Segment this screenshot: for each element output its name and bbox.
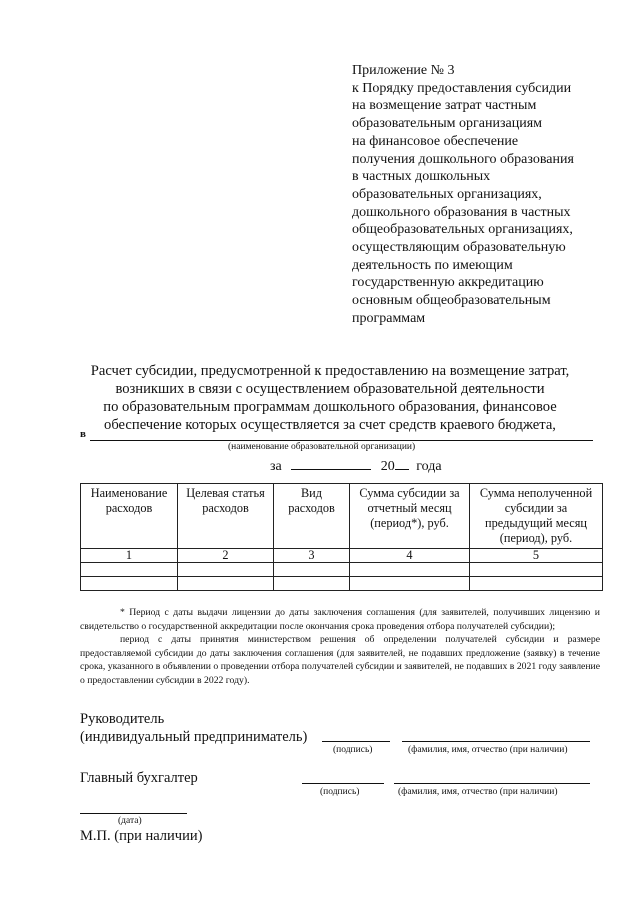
title-line: обеспечение которых осуществляется за счет средств краевого бюджета, [104, 417, 556, 433]
table-cell[interactable] [274, 563, 350, 577]
date-caption: (дата) [118, 816, 142, 826]
appendix-line: Приложение № 3 [352, 63, 455, 78]
appendix-line: получения дошкольного образования [352, 151, 574, 167]
header-subsidy-amount: Сумма субсидии за отчетный месяц (период*), руб. [350, 484, 470, 549]
table-row [81, 577, 603, 591]
head-signature-caption: (подпись) [333, 745, 373, 755]
head-name-caption: (фамилия, имя, отчество (при наличии) [408, 745, 568, 755]
table-cell[interactable] [470, 577, 603, 591]
head-signature-field[interactable] [322, 741, 390, 742]
table-cell[interactable] [350, 563, 470, 577]
appendix-line: образовательным организациям [352, 116, 542, 132]
appendix-line: государственную аккредитацию [352, 275, 544, 291]
title-line: возникших в связи с осуществлением образовательной деятельности [115, 381, 545, 397]
date-field[interactable] [80, 813, 187, 814]
subsidy-table [80, 483, 603, 591]
appendix-line: к Порядку предоставления субсидии [352, 80, 572, 96]
header-budget-item: Целевая статья расходов [178, 484, 274, 549]
accountant-signature-field[interactable] [302, 783, 384, 784]
title-line: по образовательным программам дошкольного образования, финансовое [103, 399, 557, 415]
table-cell[interactable] [350, 577, 470, 591]
column-number: 2 [178, 549, 274, 563]
appendix-line: общеобразовательных организациях, [352, 222, 573, 238]
table-cell[interactable] [81, 563, 178, 577]
column-number: 1 [81, 549, 178, 563]
org-prefix: в [80, 428, 86, 440]
stamp-label: М.П. (при наличии) [80, 828, 203, 844]
appendix-header [352, 62, 632, 328]
appendix-line: образовательных организациях, [352, 186, 542, 202]
table-header-row [81, 484, 603, 549]
period-prefix: за [270, 459, 282, 474]
header-expense-name: Наименование расходов [81, 484, 178, 549]
footnote-period: период с даты принятия министерством решения об определении получателей субсидии и размере предоставляемой субсидии до даты заключения соглашения (для заявителей, не подавших предложение (заявку) в течение срока, указанного в объявлении о проведении отбора получателей субсидии и заявителей, не подавших в 2021 году заявление о предоставлении субсидии в 2022 году). [80, 634, 600, 686]
accountant-label: Главный бухгалтер [80, 770, 198, 786]
appendix-line: на возмещение затрат частным [352, 98, 537, 114]
table-cell[interactable] [178, 563, 274, 577]
head-name-field[interactable] [402, 741, 590, 742]
period-year-field[interactable] [395, 457, 409, 470]
footnotes [80, 606, 600, 687]
head-label-ip: (индивидуальный предприниматель) [80, 729, 308, 745]
appendix-line: осуществляющим образовательную [352, 240, 566, 256]
table-number-row [81, 549, 603, 563]
period-field[interactable] [291, 457, 371, 470]
table-cell[interactable] [81, 577, 178, 591]
accountant-signature-caption: (подпись) [320, 787, 360, 797]
title-line: Расчет субсидии, предусмотренной к предоставлению на возмещение затрат, [90, 363, 570, 379]
org-name-caption: (наименование образовательной организации) [228, 442, 416, 452]
accountant-name-field[interactable] [394, 783, 590, 784]
head-label: Руководитель [80, 711, 165, 727]
org-name-field[interactable] [90, 440, 593, 441]
period-suffix: года [416, 459, 442, 474]
period-row [270, 457, 442, 475]
appendix-line: деятельность по имеющим [352, 257, 513, 273]
header-expense-type: Вид расходов [274, 484, 350, 549]
column-number: 4 [350, 549, 470, 563]
appendix-line: основным общеобразовательным [352, 293, 551, 309]
table-cell[interactable] [470, 563, 603, 577]
column-number: 3 [274, 549, 350, 563]
appendix-line: программам [352, 310, 426, 326]
appendix-line: на финансовое обеспечение [352, 133, 519, 149]
document-title [60, 362, 600, 434]
table-cell[interactable] [178, 577, 274, 591]
appendix-line: дошкольного образования в частных [352, 204, 571, 220]
table-cell[interactable] [274, 577, 350, 591]
accountant-name-caption: (фамилия, имя, отчество (при наличии) [398, 787, 558, 797]
header-unreceived-amount: Сумма неполученной субсидии за предыдущий месяц (период), руб. [470, 484, 603, 549]
table-row [81, 563, 603, 577]
period-year-prefix: 20 [380, 459, 395, 474]
appendix-line: в частных дошкольных [352, 169, 491, 185]
column-number: 5 [470, 549, 603, 563]
footnote-asterisk: * Период с даты выдачи лицензии до даты заключения соглашения (для заявителей, получивших лицензию и свидетельство о государственной аккредитации после окончания срока проведения отбора получателей субсидии); [80, 607, 600, 632]
